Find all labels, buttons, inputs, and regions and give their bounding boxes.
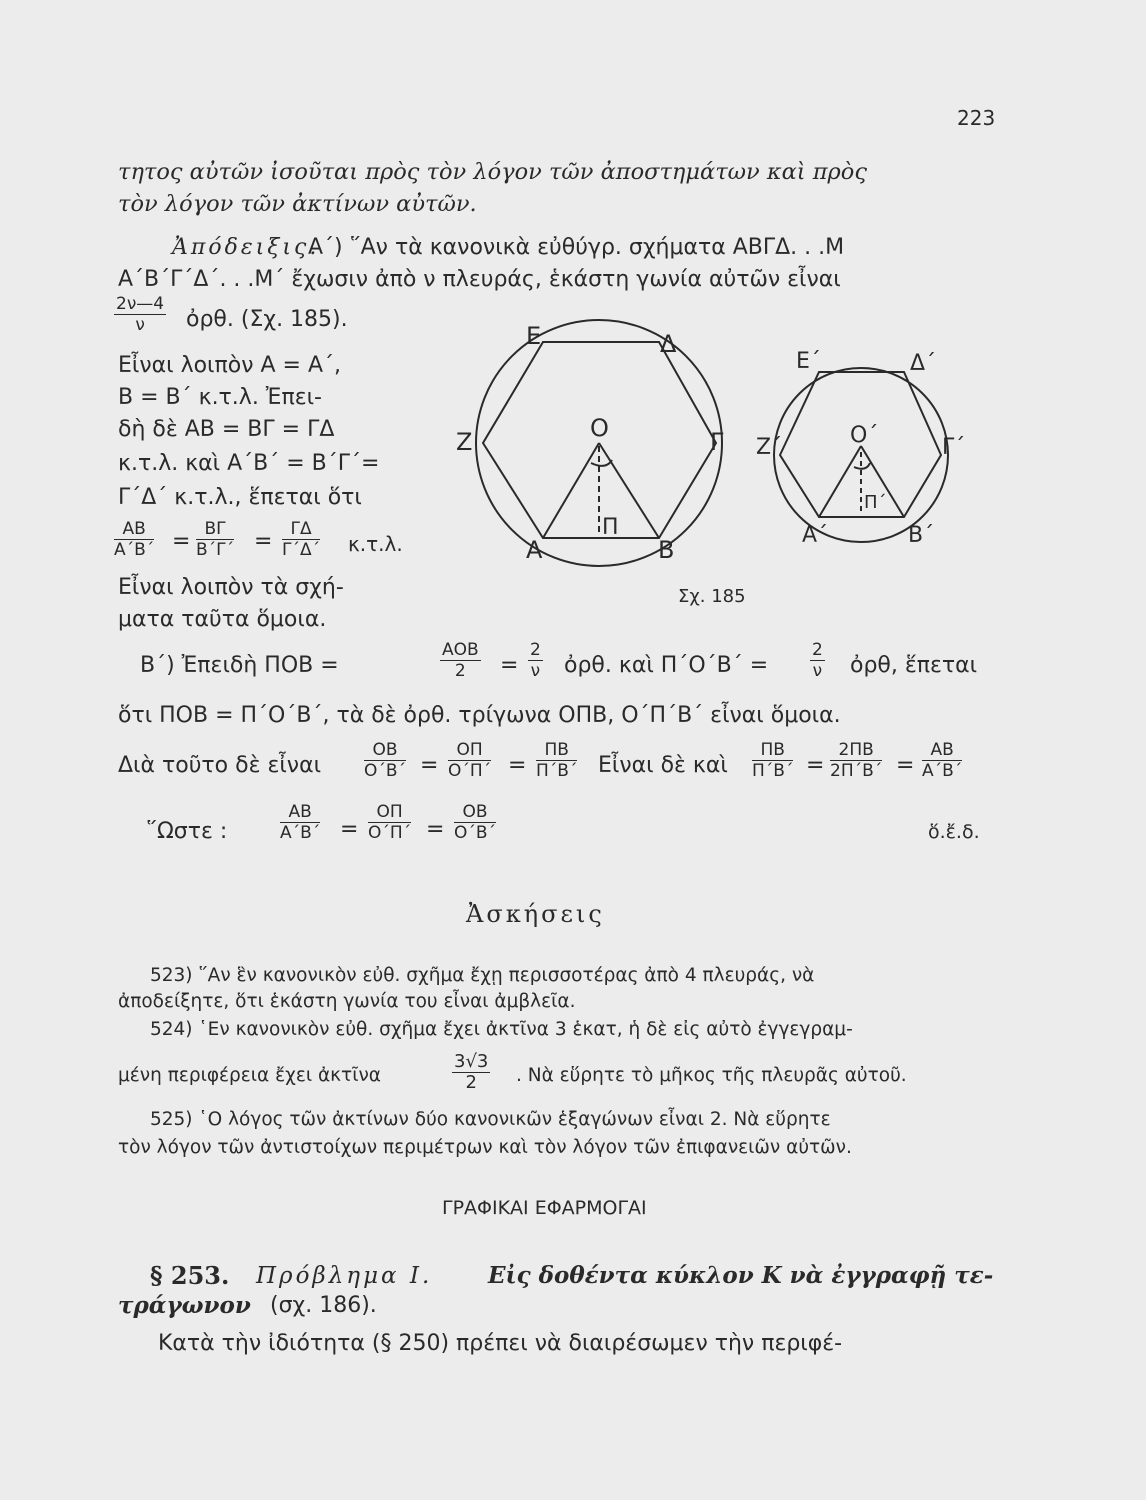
- label-G-prime: Γ΄: [942, 435, 966, 460]
- proof-c-prefix: Διὰ τοῦτο δὲ εἶναι: [118, 753, 322, 778]
- ratio-tail: κ.τ.λ.: [348, 532, 403, 556]
- eq-sign: =: [508, 753, 527, 778]
- proof-d-prefix: ῞Ωστε :: [146, 819, 228, 844]
- eq-sign: =: [426, 817, 445, 842]
- exercise-523-line-2: ἀποδείξητε, ὅτι ἑκάστη γωνία του εἶναι ἀμβλεῖα.: [118, 991, 576, 1012]
- label-B-prime: Β΄: [908, 523, 935, 548]
- ratio-frac-bg: $\frac{B\Gamma}{B΄\Gamma΄}$: [196, 519, 235, 560]
- last-line: Κατὰ τὴν ἰδιότητα (§ 250) πρέπει νὰ διαιρέσωμεν τὴν περιφέ-: [158, 1331, 843, 1356]
- ratio-frac-gd: $\frac{\Gamma\Delta}{\Gamma΄\Delta΄}$: [282, 519, 321, 560]
- label-E-prime: Ε΄: [796, 349, 821, 374]
- label-Z-prime: Ζ΄: [756, 435, 783, 460]
- left-col-line-2: Β = Β΄ κ.τ.λ. Ἐπει-: [118, 385, 322, 410]
- problem-line-2: τράγωνον: [118, 1292, 251, 1319]
- frac-op: $\frac{O\Pi}{O΄\Pi΄}$: [448, 740, 492, 781]
- label-E: Ε: [526, 322, 542, 350]
- label-G: Γ: [710, 428, 724, 456]
- label-D: Δ: [660, 330, 677, 358]
- proof-b-tail: ὀρθ, ἕπεται: [850, 653, 978, 678]
- left-col-line-5: Γ΄Δ΄ κ.τ.λ., ἕπεται ὅτι: [118, 485, 362, 510]
- proof-b-mid: ὀρθ. καὶ Π΄Ο΄Β΄ =: [564, 653, 769, 678]
- frac-2-v-b: $\frac{2}{\nu}$: [812, 640, 823, 681]
- fraction-2v-4: $\frac{2\nu—4}{\nu}$: [116, 294, 165, 335]
- frac-3sqrt3-2: $\frac{3√3}{2}$: [454, 1051, 489, 1093]
- frac-d-ob: $\frac{OB}{O΄B΄}$: [454, 802, 497, 843]
- left-col2-line-1: Εἶναι λοιπὸν τὰ σχή-: [118, 575, 344, 600]
- label-D-prime: Δ΄: [910, 351, 937, 376]
- frac-pb-2: $\frac{\Pi B}{\Pi΄B΄}$: [752, 740, 794, 781]
- problem-text: Εἰς δοθέντα κύκλον Κ νὰ ἐγγραφῇ τε-: [488, 1262, 994, 1289]
- figure-185: [448, 318, 1008, 618]
- label-A: Α: [526, 536, 543, 564]
- left-col-line-4: κ.τ.λ. καὶ Α΄Β΄ = Β΄Γ΄=: [118, 451, 380, 476]
- exercises-heading: Ἀσκήσεις: [466, 900, 605, 928]
- left-col-line-1: Εἶναι λοιπὸν Α = Α΄,: [118, 353, 341, 378]
- exercise-525-line-2: τὸν λόγον τῶν ἀντιστοίχων περιμέτρων καὶ τὸν λόγον τῶν ἐπιφανειῶν αὐτῶν.: [118, 1137, 852, 1158]
- left-col-line-3: δὴ δὲ ΑΒ = ΒΓ = ΓΔ: [118, 417, 335, 442]
- eq-sign: =: [254, 529, 273, 554]
- exercise-524-line-2a: μένη περιφέρεια ἔχει ἀκτῖνα: [118, 1065, 381, 1086]
- frac-d-ab: $\frac{AB}{A΄B΄}$: [280, 802, 321, 843]
- label-P-prime: Π΄: [864, 492, 887, 513]
- proof-b-line-2: ὅτι ΠΟΒ = Π΄Ο΄Β΄, τὰ δὲ ὀρθ. τρίγωνα ΟΠΒ, Ο΄Π΄Β΄ εἶναι ὅμοια.: [118, 703, 841, 728]
- frac-d-op: $\frac{O\Pi}{O΄\Pi΄}$: [368, 802, 412, 843]
- qed: ὅ.ἔ.δ.: [928, 821, 980, 843]
- proof-a-line-1: Α΄) ῞Αν τὰ κανονικὰ εὐθύγρ. σχήματα ΑΒΓΔ. . .Μ: [308, 235, 845, 260]
- problem-ref: (σχ. 186).: [270, 1293, 377, 1318]
- frac-ob: $\frac{OB}{O΄B΄}$: [364, 740, 407, 781]
- big-radius-OA: [543, 443, 599, 538]
- eq-sign: =: [340, 817, 359, 842]
- proof-c-mid: Εἶναι δὲ καὶ: [598, 753, 728, 778]
- problem-label: Πρόβλημα Ι.: [256, 1263, 433, 1289]
- intro-line-2: τὸν λόγον τῶν ἀκτίνων αὐτῶν.: [118, 191, 477, 217]
- eq-sign: =: [420, 753, 439, 778]
- label-B: Β: [658, 536, 675, 564]
- label-A-prime: Α΄: [802, 523, 829, 548]
- intro-line-1: τητος αὐτῶν ἰσοῦται πρὸς τὸν λόγον τῶν ἀποστημάτων καὶ πρὸς: [118, 159, 867, 185]
- exercise-524-line-2b: . Νὰ εὕρητε τὸ μῆκος τῆς πλευρᾶς αὐτοῦ.: [516, 1065, 907, 1086]
- eq-sign: =: [500, 653, 519, 678]
- frac-2-v: $\frac{2}{\nu}$: [530, 640, 541, 681]
- label-O: Ο: [590, 414, 609, 442]
- left-col2-line-2: ματα ταῦτα ὅμοια.: [118, 607, 327, 632]
- frac-pb: $\frac{\Pi B}{\Pi΄B΄}$: [536, 740, 578, 781]
- proof-heading: Ἀπόδειξις.: [172, 235, 320, 260]
- proof-b-prefix: Β΄) Ἐπειδὴ ΠΟΒ =: [140, 653, 339, 678]
- section-title: ΓΡΑΦΙΚΑΙ ΕΦΑΡΜΟΓΑΙ: [442, 1197, 647, 1219]
- label-Z: Ζ: [456, 428, 473, 456]
- frac-ab-final: $\frac{AB}{A΄B΄}$: [922, 740, 963, 781]
- proof-a-line-2: Α΄Β΄Γ΄Δ΄. . .Μ΄ ἔχωσιν ἀπὸ ν πλευράς, ἑκάστη γωνία αὐτῶν εἶναι: [118, 267, 841, 292]
- big-angle-arc: [591, 460, 612, 466]
- orth-figure-ref: ὀρθ. (Σχ. 185).: [186, 307, 348, 332]
- label-O-prime: Ο΄: [850, 423, 879, 448]
- figure-caption: Σχ. 185: [678, 586, 746, 607]
- exercise-525-line-1: 525) ῾Ο λόγος τῶν ἀκτίνων δύο κανονικῶν ἑξαγώνων εἶναι 2. Νὰ εὕρητε: [150, 1109, 831, 1130]
- ratio-frac-ab: $\frac{AB}{A΄B΄}$: [114, 519, 155, 560]
- eq-sign: =: [172, 529, 191, 554]
- eq-sign: =: [806, 753, 825, 778]
- eq-sign: =: [896, 753, 915, 778]
- page-number: 223: [957, 106, 996, 130]
- frac-aob-2: ΑΟΒ 2: [442, 640, 479, 681]
- exercise-523-line-1: 523) ῞Αν ἓν κανονικὸν εὐθ. σχῆμα ἔχῃ περισσοτέρας ἀπὸ 4 πλευράς, νὰ: [150, 965, 815, 986]
- frac-2pb: $\frac{2\Pi B}{2\Pi΄B΄}$: [830, 740, 883, 781]
- exercise-524-line-1: 524) ῾Εν κανονικὸν εὐθ. σχῆμα ἔχει ἀκτῖνα 3 ἑκατ, ἡ δὲ εἰς αὐτὸ ἐγγεγραμ-: [150, 1019, 853, 1040]
- small-radius-OA: [819, 446, 861, 517]
- section-number: § 253.: [150, 1261, 230, 1290]
- label-P: Π: [602, 515, 619, 540]
